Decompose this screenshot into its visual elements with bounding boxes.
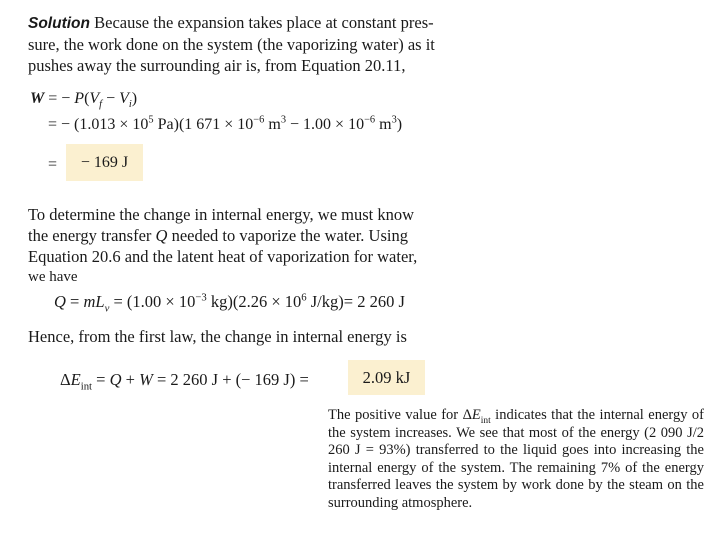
solution-paragraph	[28, 12, 483, 76]
solution-heading: Solution	[28, 15, 90, 32]
work-equation-line-1: W = − $P(V_f - V_i)$	[30, 90, 138, 111]
internal-energy-paragraph	[28, 204, 456, 288]
work-equation-line-2: = − ($1.013 \times 10^5$ Pa)(1 $671 \times 10^{-6}$ $m^3 - 1.00 \times 10^{-6}$ $m^3$)	[48, 114, 403, 133]
heat-equation: $Q = mL_v = (1.00 \times 10^{-3}$ $kg)(2.26 \times 10^6$ J/kg)= 2 260 J	[54, 291, 405, 315]
solution-line-1: Solution Because the expansion takes place at constant pres-	[28, 13, 434, 32]
interpretation-note: The positive value for $\Delta E_{int}$ indicates that the internal energy of the system increases. We see that most of the energy (2 090 J/2 260 J = 93%) transferred to the liquid goes into increasing the internal energy of the system. The remaining 7% of the energy transferred leaves the system by work done by the steam on the surrounding atmosphere.	[328, 407, 705, 511]
first-law-sentence: Hence, from the first law, the change in internal energy is	[28, 327, 407, 346]
internal-line-3: Equation 20.6 and the latent heat of vaporization for water,	[28, 247, 418, 266]
internal-line-4: we have	[28, 269, 78, 285]
internal-line-2: the energy transfer Q needed to vaporize the water. Using	[28, 226, 408, 245]
internal-energy-result-highlight	[348, 360, 425, 395]
solution-line-2: sure, the work done on the system (the vaporizing water) as it	[28, 35, 435, 54]
work-result-highlight	[66, 144, 143, 181]
internal-energy-equation: $\Delta E_{int} = Q + W = 2$ 260 J + (− 169 J) =	[60, 370, 309, 393]
internal-line-1: To determine the change in internal energy, we must know	[28, 205, 415, 224]
solution-line-3: pushes away the surrounding air is, from Equation 20.11,	[28, 56, 406, 75]
work-result: − 169 J	[80, 153, 129, 171]
internal-energy-result: 2.09 kJ	[362, 367, 411, 387]
work-equation-sign: =	[48, 156, 58, 173]
